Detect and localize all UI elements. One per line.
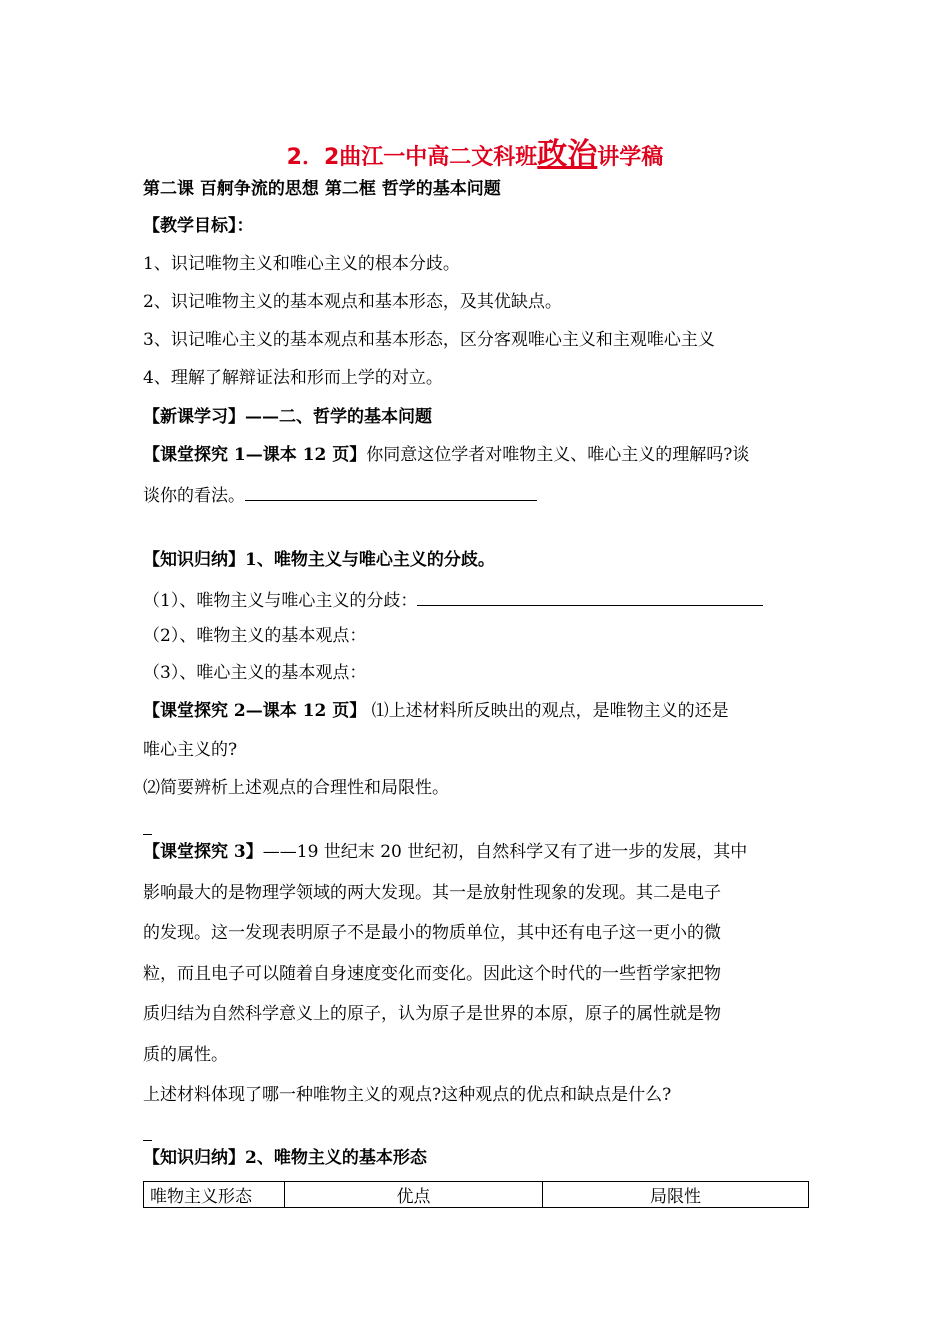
explore2-q2: ⑵简要辨析上述观点的合理性和局限性。 bbox=[143, 778, 449, 798]
answer-blank[interactable] bbox=[245, 482, 537, 501]
explore1-line2 bbox=[143, 482, 537, 508]
summary1-item-text: （1）、唯物主义与唯心主义的分歧： bbox=[143, 591, 418, 611]
summary1-item bbox=[143, 587, 763, 613]
summary2-heading bbox=[143, 1146, 427, 1170]
title-part3: 讲学稿 bbox=[597, 145, 664, 170]
answer-blank[interactable] bbox=[417, 587, 763, 606]
objective-item: 1、识记唯物主义和唯心主义的根本分歧。 bbox=[143, 254, 460, 274]
explore3-text: 粒，而且电子可以随着自身速度变化而变化。因此这个时代的一些哲学家把物 bbox=[143, 964, 721, 984]
lesson-subtitle: 第二课 百舸争流的思想 第二框 哲学的基本问题 bbox=[143, 179, 501, 199]
explore3-text: ——19 世纪末 20 世纪初，自然科学又有了进一步的发展，其中 bbox=[262, 842, 748, 862]
explore1-text-cont: 谈你的看法。 bbox=[143, 486, 245, 506]
explore3-text: 质归结为自然科学意义上的原子，认为原子是世界的本原，原子的属性就是物 bbox=[143, 1004, 721, 1024]
materialism-forms-table bbox=[143, 1181, 809, 1208]
explore2-label: 【课堂探究 2—课本 12 页】 bbox=[143, 701, 367, 721]
explore2-q1-cont: 唯心主义的? bbox=[143, 740, 238, 760]
document-title bbox=[0, 138, 950, 175]
summary2-label: 【知识归纳】 bbox=[143, 1148, 245, 1168]
table-header-row bbox=[144, 1182, 809, 1208]
explore3-question: 上述材料体现了哪一种唯物主义的观点?这种观点的优点和缺点是什么? bbox=[143, 1085, 672, 1105]
new-learning-heading: 【新课学习】——二、哲学的基本问题 bbox=[143, 407, 432, 427]
summary2-title: 2、唯物主义的基本形态 bbox=[245, 1148, 427, 1168]
explore3-label: 【课堂探究 3】 bbox=[143, 842, 263, 862]
explore3-line1 bbox=[143, 840, 747, 864]
short-underline bbox=[143, 1140, 152, 1141]
objective-item: 3、识记唯心主义的基本观点和基本形态，区分客观唯心主义和主观唯心主义 bbox=[143, 330, 715, 350]
explore1-line1 bbox=[143, 443, 749, 467]
objective-item: 2、识记唯物主义的基本观点和基本形态，及其优缺点。 bbox=[143, 292, 562, 312]
explore1-label: 【课堂探究 1—课本 12 页】 bbox=[143, 445, 367, 465]
short-underline bbox=[143, 834, 152, 835]
summary1-item: （3）、唯心主义的基本观点： bbox=[143, 663, 367, 683]
summary1-heading bbox=[143, 548, 495, 572]
summary1-item: （2）、唯物主义的基本观点： bbox=[143, 626, 367, 646]
table-header-cell: 唯物主义形态 bbox=[144, 1182, 285, 1208]
explore3-text: 的发现。这一发现表明原子不是最小的物质单位，其中还有电子这一更小的微 bbox=[143, 923, 721, 943]
objective-item: 4、理解了解辩证法和形而上学的对立。 bbox=[143, 368, 443, 388]
explore3-text: 质的属性。 bbox=[143, 1045, 228, 1065]
summary1-title: 1、唯物主义与唯心主义的分歧。 bbox=[245, 550, 495, 570]
explore2-line1 bbox=[143, 699, 729, 723]
objectives-heading: 【教学目标】： bbox=[143, 216, 254, 236]
table-header-cell: 局限性 bbox=[543, 1182, 809, 1208]
explore3-text: 影响最大的是物理学领域的两大发现。其一是放射性现象的发现。其二是电子 bbox=[143, 883, 721, 903]
explore2-q1: ⑴上述材料所反映出的观点，是唯物主义的还是 bbox=[366, 701, 729, 721]
explore1-text: 你同意这位学者对唯物主义、唯心主义的理解吗?谈 bbox=[366, 445, 750, 465]
summary1-label: 【知识归纳】 bbox=[143, 550, 245, 570]
title-emphasis: 政治 bbox=[537, 137, 598, 172]
table-header-cell: 优点 bbox=[285, 1182, 543, 1208]
title-part1: 2．2曲江一中高二文科班 bbox=[286, 145, 538, 170]
